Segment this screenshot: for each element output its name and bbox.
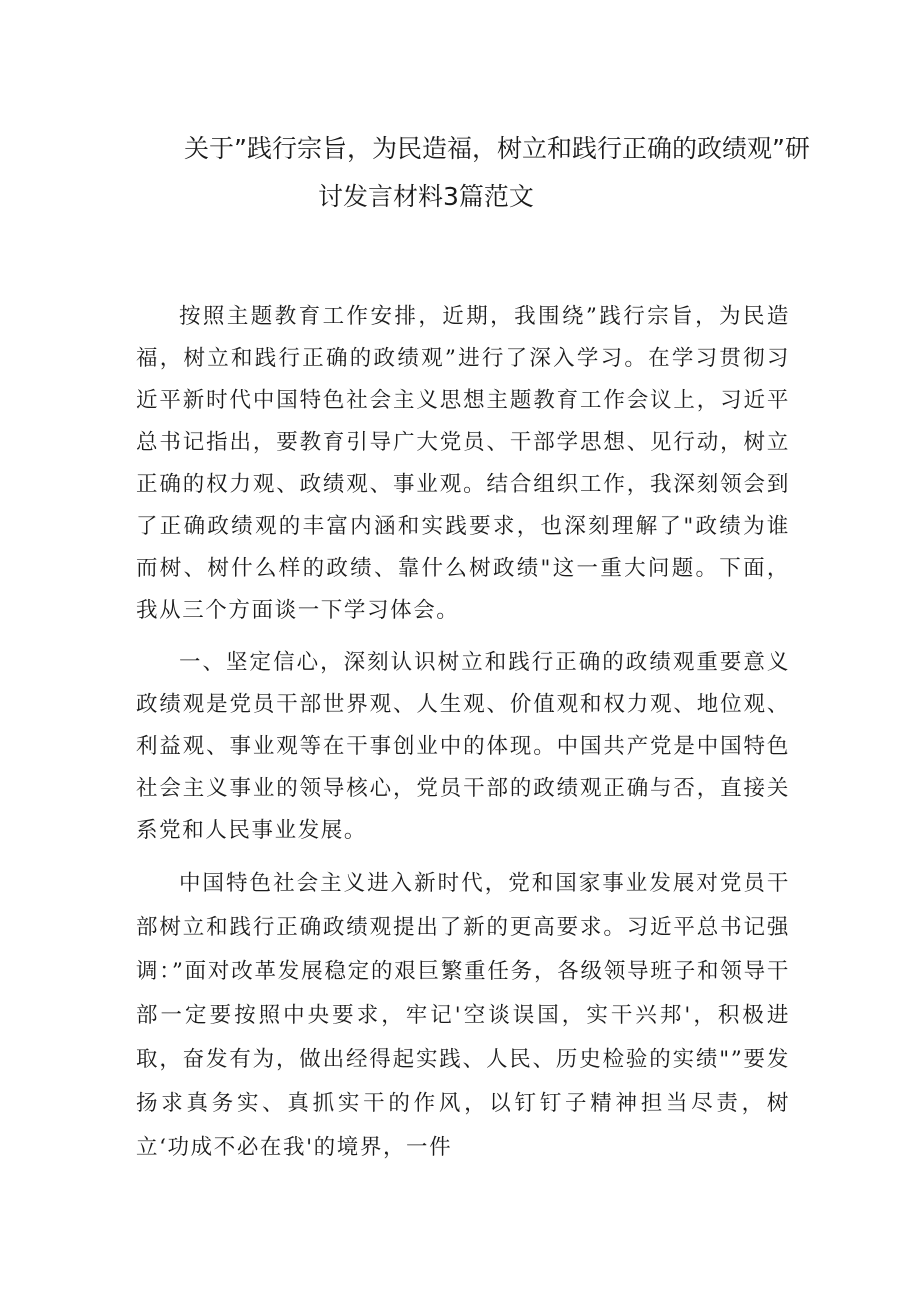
title-line-1: 关于”践行宗旨，为民造福，树立和践行正确的政绩观”研 (184, 133, 810, 163)
paragraph-intro: 按照主题教育工作安排，近期，我围绕”践行宗旨，为民造福，树立和践行正确的政绩观”进行了深入学习。在学习贯彻习近平新时代中国特色社会主义思想主题教育工作会议上，习近平总书记指出，要教育引导广大党员、干部学思想、见行动，树立正确的权力观、政绩观、事业观。结合组织工作，我深刻领会到了正确政绩观的丰富内涵和实践要求，也深刻理解了"政绩为谁而树、树什么样的政绩、靠什么树政绩"这一重大问题。下面，我从三个方面谈一下学习体会。 (136, 304, 790, 623)
document-body (136, 296, 790, 1180)
document-title (150, 125, 830, 221)
paragraph-section-one: 一、坚定信心，深刻认识树立和践行正确的政绩观重要意义政绩观是党员干部世界观、人生观、价值观和权力观、地位观、利益观、事业观等在干事创业中的体现。中国共产党是中国特色社会主义事业的领导核心，党员干部的政绩观正确与否，直接关系党和人民事业发展。 (136, 650, 790, 843)
paragraph-new-era: 中国特色社会主义进入新时代，党和国家事业发展对党员干部树立和践行正确政绩观提出了新的更高要求。习近平总书记强调：”面对改革发展稳定的艰巨繁重任务，各级领导班子和领导干部一定要按照中央要求，牢记'空谈误国，实干兴邦'，积极进取，奋发有为，做出经得起实践、人民、历史检验的实绩"”要发扬求真务实、真抓实干的作风，以钉钉子精神担当尽责，树立‘功成不必在我'的境界，一件 (136, 871, 790, 1160)
title-line-2: 讨发言材料3篇范文 (318, 181, 534, 211)
